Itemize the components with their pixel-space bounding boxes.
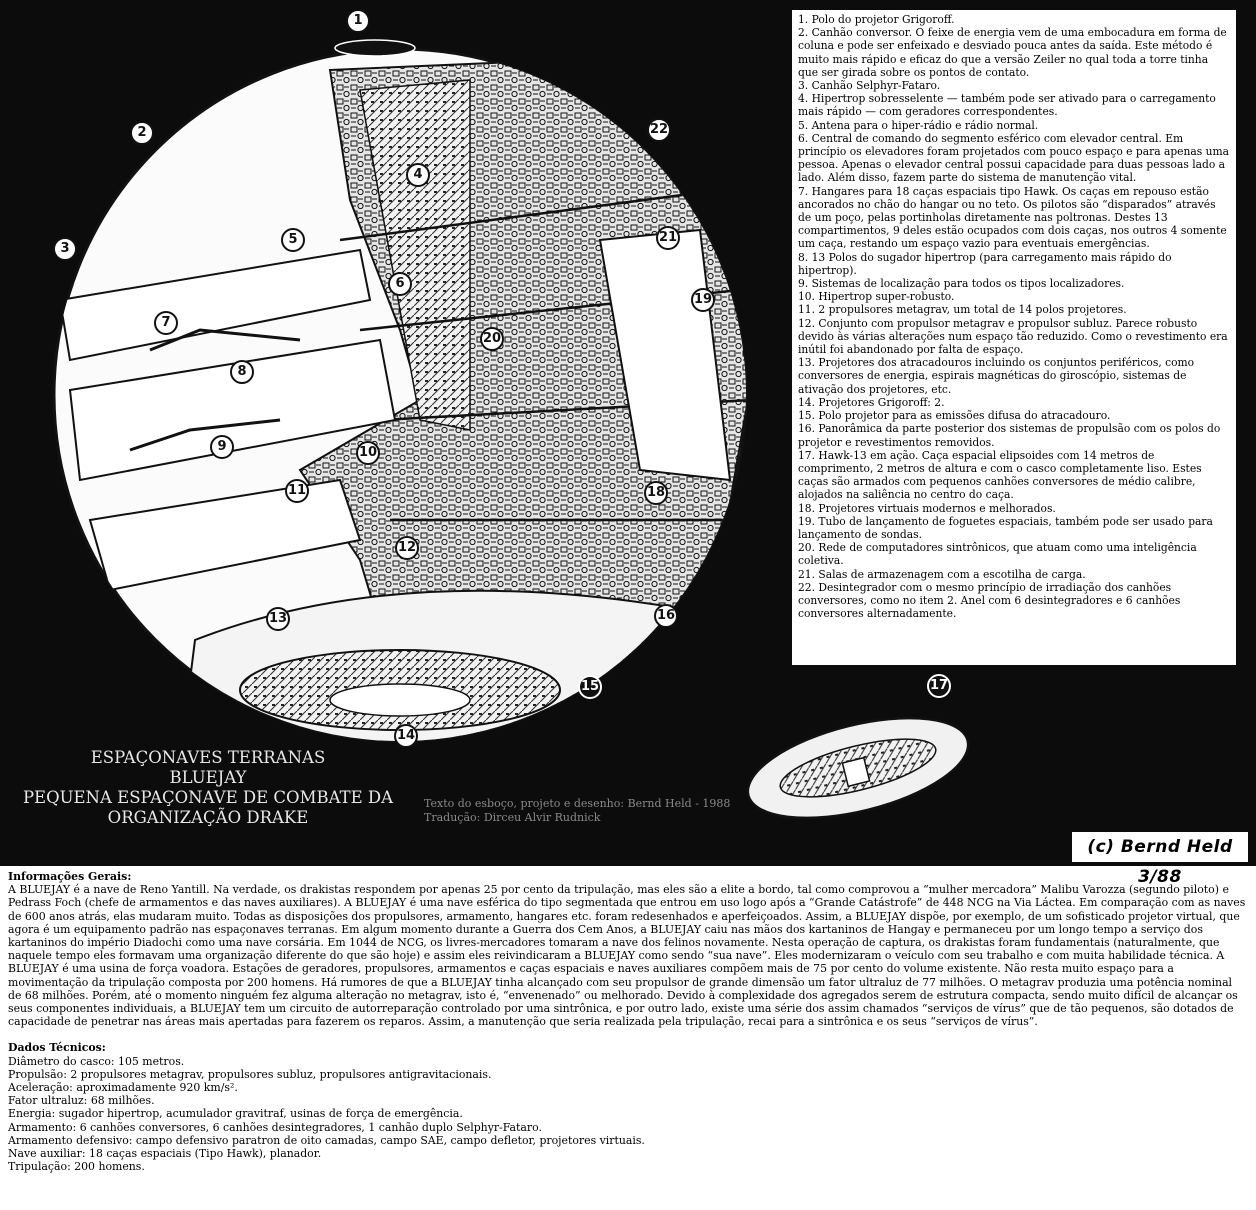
tech-data-heading: Dados Técnicos: <box>8 1041 106 1055</box>
legend-item-18: 18. Projetores virtuais modernos e melhorados. <box>798 501 1056 515</box>
callout-21: 21 <box>656 226 680 250</box>
bluejay-sphere <box>54 40 760 760</box>
tech-data-list <box>8 1055 1248 1174</box>
legend-item-22: 22. Desintegrador com o mesmo princípio de irradiação dos canhões conversores, como no item 2. Anel com 6 desintegradores e 6 canhões conversores alternadamente. <box>798 580 1181 621</box>
legend-item-14: 14. Projetores Grigoroff: 2. <box>798 395 945 409</box>
callout-20: 20 <box>480 327 504 351</box>
credits <box>424 797 730 825</box>
legend-item-5: 5. Antena para o hiper-rádio e rádio normal. <box>798 118 1039 132</box>
general-info-body: A BLUEJAY é a nave de Reno Yantill. Na verdade, os drakistas respondem por apenas 25 por cento da tripulação, mas eles são a elite a bordo, tal como comprovou a “mulher mercadora” Malibu Varozza (segundo piloto) e Pedrass Foch (chefe de armamentos e das naves auxiliares). A BLUEJAY é uma nave esférica do tipo segmentada que entrou em uso logo após a “Grande Catástrofe” de 448 NCG na Via Láctea. Em comparação com as naves de 600 anos atrás, elas mudaram muito. Todas as disposições dos propulsores, armamento, hangares etc. foram redesenhados e aperfeiçoados. Assim, a BLUEJAY dispõe, por exemplo, de um sofisticado projetor virtual, que agora é um equipamento padrão nas espaçonaves terranas. Em algum momento durante a Guerra dos Cem Anos, a BLUEJAY caiu nas mãos dos kartaninos de Hangay e permaneceu por um longo tempo a serviço dos kartaninos do império Diadochi como uma nave corsária. Em 1044 de NCG, os livres-mercadores tomaram a nave dos felinos novamente. Nesta operação de captura, os drakistas foram fundamentais (naturalmente, que naquele tempo eles formavam uma organização diferente do que são hoje) e assim eles reivindicaram a BLUEJAY como sendo “sua nave”. Eles modernizaram o veículo com seu trabalho e com muita habilidade técnica. A BLUEJAY é uma usina de força voadora. Estações de geradores, propulsores, armamentos e caças espaciais e naves auxiliares compõem mais de 75 por cento do volume existente. Não resta muito espaço para a movimentação da tripulação composta por 200 homens. Há rumores de que a BLUEJAY tinha alcançado com seu propulsor de grande dimensão um fator ultraluz de 77 milhões. O metagrav produzia uma potência nominal de 68 milhões. Porém, até o momento ninguém fez alguma alteração no metagrav, isto é, “envenenado” ou melhorado. Devido à complexidade dos agregados serem de estrutura compacta, sendo muito difícil de alcançar os seus componentes individuais, a BLUEJAY tem um circuito de autorreparação controlado por uma sintrônica, e por outro lado, existe uma série dos assim chamados “serviços de vírus” que de tão pequenos, são dotados de capacidade de penetrar nas áreas mais apertadas para fazerem os reparos. Assim, a manutenção que seria realizada pela tripulação, recai para a sintrônica e os seus “serviços de vírus”. <box>8 883 1246 1029</box>
tech-data-line: Aceleração: aproximadamente 920 km/s². <box>8 1081 238 1095</box>
legend-item-3: 3. Canhão Selphyr-Fataro. <box>798 79 941 93</box>
poster-title-line-4: ORGANIZAÇÃO DRAKE <box>107 808 309 827</box>
callout-13: 13 <box>266 607 290 631</box>
legend-item-2: 2. Canhão conversor. O feixe de energia vem de uma embocadura em forma de coluna e pode ser enfeixado e desviado pouca antes da saída. Este método é muito mais rápido e eficaz do que a versão Zeiler no qual toda a torre tinha que ser girada sobre os pontos de contato. <box>798 26 1227 79</box>
callout-6: 6 <box>388 272 412 296</box>
legend-item-15: 15. Polo projetor para as emissões difusa do atracadouro. <box>798 409 1111 423</box>
poster-title-line-2: BLUEJAY <box>169 768 247 787</box>
tech-data-line: Tripulação: 200 homens. <box>8 1160 145 1174</box>
callout-18: 18 <box>644 481 668 505</box>
general-info-heading: Informações Gerais: <box>8 870 132 883</box>
legend-item-8: 8. 13 Polos do sugador hipertrop (para carregamento mais rápido do hipertrop). <box>798 250 1172 277</box>
callout-5: 5 <box>281 228 305 252</box>
legend-item-1: 1. Polo do projetor Grigoroff. <box>798 13 955 26</box>
legend-item-6: 6. Central de comando do segmento esférico com elevador central. Em princípio os elevadores foram projetados com pouco espaço e para apenas uma pessoa. Apenas o elevador central possui capacidade para duas pessoas lado a lado. Além disso, fazem parte do sistema de manutenção vital. <box>798 131 1230 185</box>
callout-14: 14 <box>394 724 418 748</box>
callout-10: 10 <box>356 441 380 465</box>
credits-line-1: Texto do esboço, projeto e desenho: Bernd Held - 1988 <box>424 797 731 810</box>
callout-3: 3 <box>53 237 77 261</box>
legend-box <box>792 10 1236 665</box>
tech-data-line: Nave auxiliar: 18 caças espaciais (Tipo Hawk), planador. <box>8 1147 322 1161</box>
tech-data-line: Diâmetro do casco: 105 metros. <box>8 1054 185 1068</box>
poster-title <box>8 748 408 828</box>
callout-4: 4 <box>406 163 430 187</box>
callout-11: 11 <box>285 479 309 503</box>
callout-17: 17 <box>927 674 951 698</box>
artist-signature: (c) Bernd Held 3/88 <box>1072 832 1248 862</box>
callout-12: 12 <box>395 536 419 560</box>
tech-data-line: Fator ultraluz: 68 milhões. <box>8 1094 155 1108</box>
legend-item-16: 16. Panorâmica da parte posterior dos sistemas de propulsão com os polos do projetor e revestimentos removidos. <box>798 422 1221 449</box>
callout-7: 7 <box>154 311 178 335</box>
callout-16: 16 <box>654 604 678 628</box>
credits-line-2: Tradução: Dirceu Alvir Rudnick <box>424 811 601 824</box>
poster-title-line-1: ESPAÇONAVES TERRANAS <box>90 748 326 767</box>
callout-15: 15 <box>578 675 602 699</box>
callout-1: 1 <box>346 9 370 33</box>
legend-item-13: 13. Projetores dos atracadouros incluindo os conjuntos periféricos, como conversores de energia, espirais magnéticas do giroscópio, sistemas de ativação dos projetores, etc. <box>798 356 1195 396</box>
legend-item-19: 19. Tubo de lançamento de foguetes espaciais, também pode ser usado para lançamento de sondas. <box>798 514 1213 541</box>
legend-item-7: 7. Hangares para 18 caças espaciais tipo Hawk. Os caças em repouso estão ancorados no chão do hangar ou no teto. Os pilotos são “disparados” através de um poço, pelas portinholas diretamente nas poltronas. Destes 13 compartimentos, 9 deles estão ocupados com dois caças, nos outros 4 somente um caça, restando um espaço vazio para eventuais emergências. <box>798 184 1227 251</box>
tech-data-line: Energia: sugador hipertrop, acumulador gravitraf, usinas de força de emergência. <box>8 1107 463 1121</box>
callout-9: 9 <box>210 435 234 459</box>
tech-data-line: Armamento defensivo: campo defensivo paratron de oito camadas, campo SAE, campo defletor, projetores virtuais. <box>8 1133 645 1147</box>
legend-item-17: 17. Hawk-13 em ação. Caça espacial elipsoides com 14 metros de comprimento, 2 metros de altura e com o casco completamente liso. Estes caças são armados com pequenos canhões conversores de médio calibre, alojados na saliência no centro do caça. <box>798 448 1202 502</box>
callout-8: 8 <box>230 360 254 384</box>
callout-2: 2 <box>130 121 154 145</box>
tech-data-line: Armamento: 6 canhões conversores, 6 canhões desintegradores, 1 canhão duplo Selphyr-Fataro. <box>8 1120 542 1134</box>
info-section <box>8 870 1248 1173</box>
legend-item-9: 9. Sistemas de localização para todos os tipos localizadores. <box>798 277 1125 291</box>
callout-19: 19 <box>691 288 715 312</box>
legend-item-4: 4. Hipertrop sobresselente — também pode ser ativado para o carregamento mais rápido — com geradores correspondentes. <box>798 92 1216 119</box>
poster-title-line-3: PEQUENA ESPAÇONAVE DE COMBATE DA <box>22 788 394 807</box>
tech-data-line: Propulsão: 2 propulsores metagrav, propulsores subluz, propulsores antigravitacionais. <box>8 1067 492 1081</box>
legend-item-12: 12. Conjunto com propulsor metagrav e propulsor subluz. Parece robusto devido às várias alterações num espaço tão reduzido. Como o revestimento era inútil foi abandonado por falta de espaço. <box>798 316 1228 357</box>
legend-item-20: 20. Rede de computadores sintrônicos, que atuam como uma inteligência coletiva. <box>798 541 1197 568</box>
legend-item-21: 21. Salas de armazenagem com a escotilha de carga. <box>798 567 1086 581</box>
callout-22: 22 <box>647 118 671 142</box>
legend-item-10: 10. Hipertrop super-robusto. <box>798 290 955 304</box>
legend-item-11: 11. 2 propulsores metagrav, um total de 14 polos projetores. <box>798 303 1127 317</box>
hawk-fighter-drawing <box>738 699 978 837</box>
